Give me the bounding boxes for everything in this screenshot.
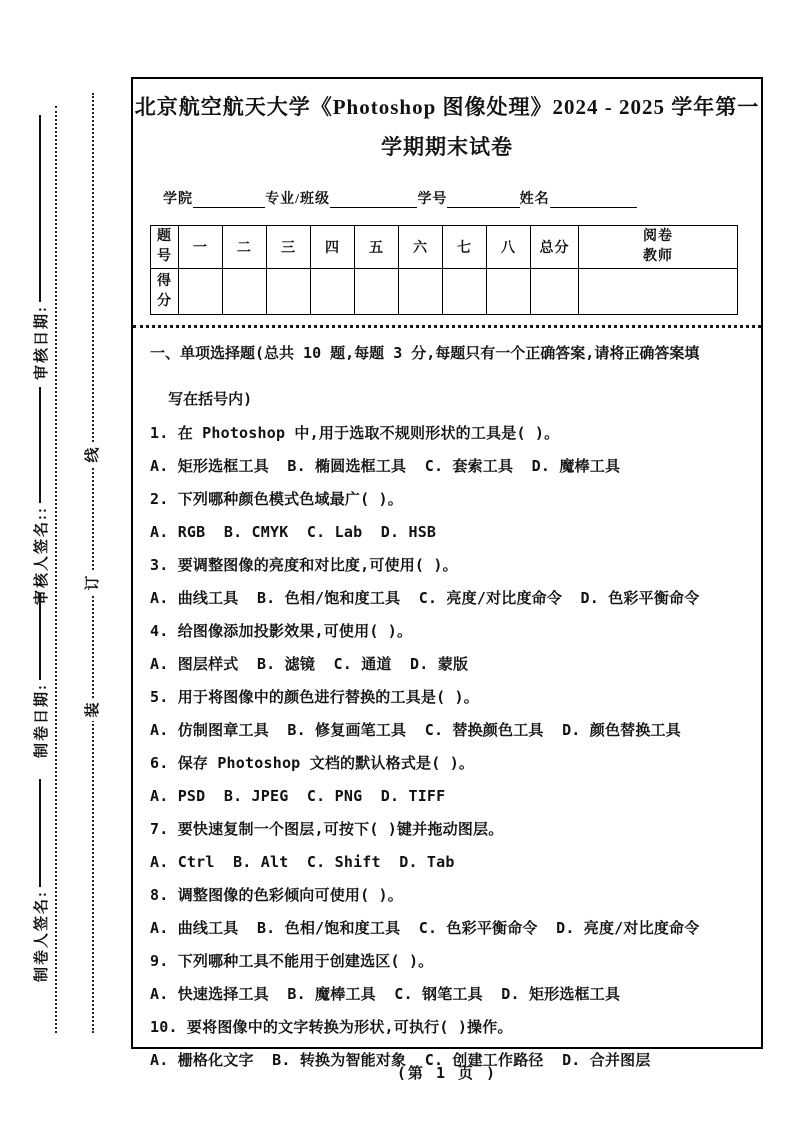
exam-title-line1: 北京航空航天大学《Photoshop 图像处理》2024 - 2025 学年第一 xyxy=(134,95,760,119)
header-question-number: 题号 xyxy=(151,226,179,269)
name-blank-line xyxy=(550,190,637,208)
question-3-text: 3. 要调整图像的亮度和对比度,可使用( )。 xyxy=(150,556,458,574)
paper-make-date-blank-line xyxy=(39,593,41,680)
question-3-options: A. 曲线工具 B. 色相/饱和度工具 C. 亮度/对比度命令 D. 色彩平衡命令 xyxy=(150,589,700,607)
question-list xyxy=(150,423,737,1071)
review-signature-blank-line xyxy=(39,387,41,503)
score-cell-2 xyxy=(223,269,267,315)
question-4-text: 4. 给图像添加投影效果,可使用( )。 xyxy=(150,622,413,640)
header-grader: 阅卷教师 xyxy=(579,226,738,269)
review-signature-text: 审核人签名:: xyxy=(33,506,50,605)
college-blank-line xyxy=(193,190,265,208)
paper-make-signature-label xyxy=(27,779,53,982)
score-table xyxy=(150,225,738,315)
review-date-blank-line xyxy=(39,115,41,302)
question-6-options: A. PSD B. JPEG C. PNG D. TIFF xyxy=(150,787,446,805)
question-6-text: 6. 保存 Photoshop 文档的默认格式是( )。 xyxy=(150,754,475,772)
score-cell-5 xyxy=(355,269,399,315)
header-section-1: 一 xyxy=(179,226,223,269)
name-label: 姓名 xyxy=(519,192,550,207)
header-section-8: 八 xyxy=(487,226,531,269)
question-10-text: 10. 要将图像中的文字转换为形状,可执行( )操作。 xyxy=(150,1018,513,1036)
question-1-options: A. 矩形选框工具 B. 椭圆选框工具 C. 套索工具 D. 魔棒工具 xyxy=(150,457,621,475)
section-heading-line1: 一、单项选择题(总共 10 题,每题 3 分,每题只有一个正确答案,请将正确答案填 xyxy=(150,344,700,362)
header-section-2: 二 xyxy=(223,226,267,269)
score-cell-1 xyxy=(179,269,223,315)
question-2-options: A. RGB B. CMYK C. Lab D. HSB xyxy=(150,523,437,541)
section-heading-line2: 写在括号内) xyxy=(168,390,253,408)
binding-dotted-line-outer xyxy=(92,93,94,1033)
section-heading xyxy=(150,342,735,411)
binding-dotted-line-inner xyxy=(55,106,57,1033)
exam-title-line2: 学期期末试卷 xyxy=(381,135,513,159)
college-label: 学院 xyxy=(163,192,193,207)
major-class-blank-line xyxy=(330,190,417,208)
score-table-header-row xyxy=(151,226,738,269)
score-cell-grader xyxy=(579,269,738,315)
header-section-6: 六 xyxy=(399,226,443,269)
score-table-score-row xyxy=(151,269,738,315)
major-class-label: 专业/班级 xyxy=(265,192,331,207)
question-9-text: 9. 下列哪种工具不能用于创建选区( )。 xyxy=(150,952,434,970)
review-signature-label xyxy=(27,387,53,605)
header-section-4: 四 xyxy=(311,226,355,269)
binding-char-ding: 订 xyxy=(82,572,104,594)
header-section-5: 五 xyxy=(355,226,399,269)
student-id-label: 学号 xyxy=(417,192,448,207)
question-5-options: A. 仿制图章工具 B. 修复画笔工具 C. 替换颜色工具 D. 颜色替换工具 xyxy=(150,721,681,739)
score-cell-7 xyxy=(443,269,487,315)
question-7-text: 7. 要快速复制一个图层,可按下( )键并拖动图层。 xyxy=(150,820,504,838)
score-cell-3 xyxy=(267,269,311,315)
paper-make-date-label xyxy=(27,593,53,758)
score-cell-8 xyxy=(487,269,531,315)
header-section-3: 三 xyxy=(267,226,311,269)
question-2-text: 2. 下列哪种颜色模式色域最广( )。 xyxy=(150,490,403,508)
cut-dotted-separator xyxy=(133,325,761,328)
score-cell-total xyxy=(531,269,579,315)
review-date-text: 审核日期: xyxy=(33,305,50,380)
header-section-7: 七 xyxy=(443,226,487,269)
question-1-text: 1. 在 Photoshop 中,用于选取不规则形状的工具是( )。 xyxy=(150,424,560,442)
question-7-options: A. Ctrl B. Alt C. Shift D. Tab xyxy=(150,853,455,871)
paper-make-signature-text: 制卷人签名: xyxy=(33,890,50,982)
exam-sheet xyxy=(131,77,763,1069)
score-row-label: 得分 xyxy=(151,269,179,315)
question-4-options: A. 图层样式 B. 滤镜 C. 通道 D. 蒙版 xyxy=(150,655,469,673)
score-cell-6 xyxy=(399,269,443,315)
student-id-blank-line xyxy=(447,190,519,208)
binding-char-xian: 线 xyxy=(82,444,104,466)
score-cell-4 xyxy=(311,269,355,315)
question-10-options: A. 栅格化文字 B. 转换为智能对象 C. 创建工作路径 D. 合并图层 xyxy=(150,1051,651,1069)
header-total-score: 总分 xyxy=(531,226,579,269)
paper-make-signature-blank-line xyxy=(39,779,41,887)
student-info-row xyxy=(163,188,637,208)
review-date-label xyxy=(27,115,53,380)
question-5-text: 5. 用于将图像中的颜色进行替换的工具是( )。 xyxy=(150,688,479,706)
question-8-options: A. 曲线工具 B. 色相/饱和度工具 C. 色彩平衡命令 D. 亮度/对比度命令 xyxy=(150,919,700,937)
page-footer: (第 1 页 ) xyxy=(396,1064,498,1082)
binding-char-zhuang: 装 xyxy=(82,699,104,721)
question-8-text: 8. 调整图像的色彩倾向可使用( )。 xyxy=(150,886,403,904)
paper-make-date-text: 制卷日期: xyxy=(33,683,50,758)
question-9-options: A. 快速选择工具 B. 魔棒工具 C. 钢笔工具 D. 矩形选框工具 xyxy=(150,985,621,1003)
